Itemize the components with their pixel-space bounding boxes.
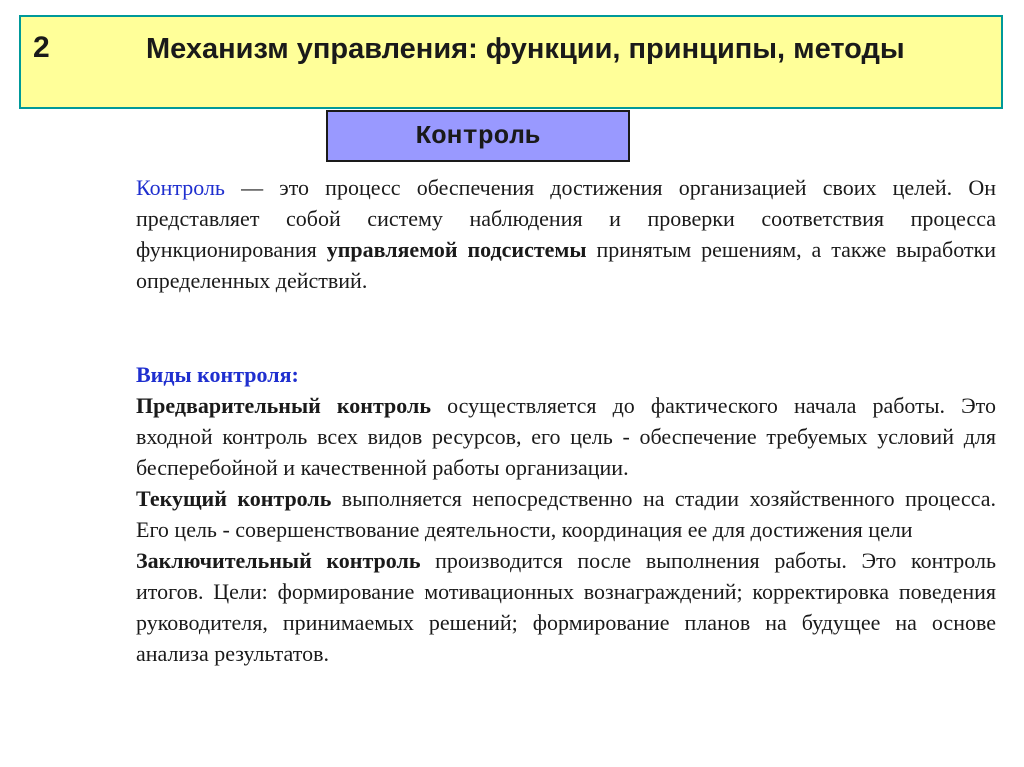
definition-bold-phrase: управляемой подсистемы (326, 237, 587, 262)
definition-text-part1: — это процесс обеспечения достижения организацией своих целей. Он представляет собой систему наблюдения и проверки соответствия процесса функционирования (136, 175, 996, 262)
slide-header (19, 15, 1003, 109)
control-type-item (136, 483, 996, 545)
definition-text (136, 172, 996, 296)
control-type-term: Текущий контроль (136, 486, 332, 511)
control-type-item (136, 390, 996, 483)
control-type-description: выполняется непосредственно на стадии хозяйственного процесса. Его цель - совершенствование деятельности, координация ее для достижения цели (136, 486, 996, 542)
control-types-section (136, 359, 996, 669)
section-number: 2 (33, 31, 50, 64)
control-type-term: Предварительный контроль (136, 393, 431, 418)
control-type-description: производится после выполнения работы. Это контроль итогов. Цели: формирование мотивационных вознаграждений; корректировка поведения руководителя, принимаемых решений; формирование планов на будущее на основе анализа результатов. (136, 548, 996, 666)
control-type-term: Заключительный контроль (136, 548, 421, 573)
topic-label: Контроль (415, 121, 541, 151)
control-type-item (136, 545, 996, 669)
control-type-description: осуществляется до фактического начала работы. Это входной контроль всех видов ресурсов, его цель - обеспечение требуемых условий для бесперебойной и качественной работы организации. (136, 393, 996, 480)
definition-text-part2: принятым решениям, а также выработки определенных действий. (136, 237, 997, 293)
definition-paragraph (136, 172, 996, 296)
control-types-heading: Виды контроля: (136, 362, 299, 387)
slide-title: Механизм управления: функции, принципы, методы (146, 33, 905, 65)
topic-label-box (326, 110, 630, 162)
definition-term: Контроль (136, 175, 225, 200)
